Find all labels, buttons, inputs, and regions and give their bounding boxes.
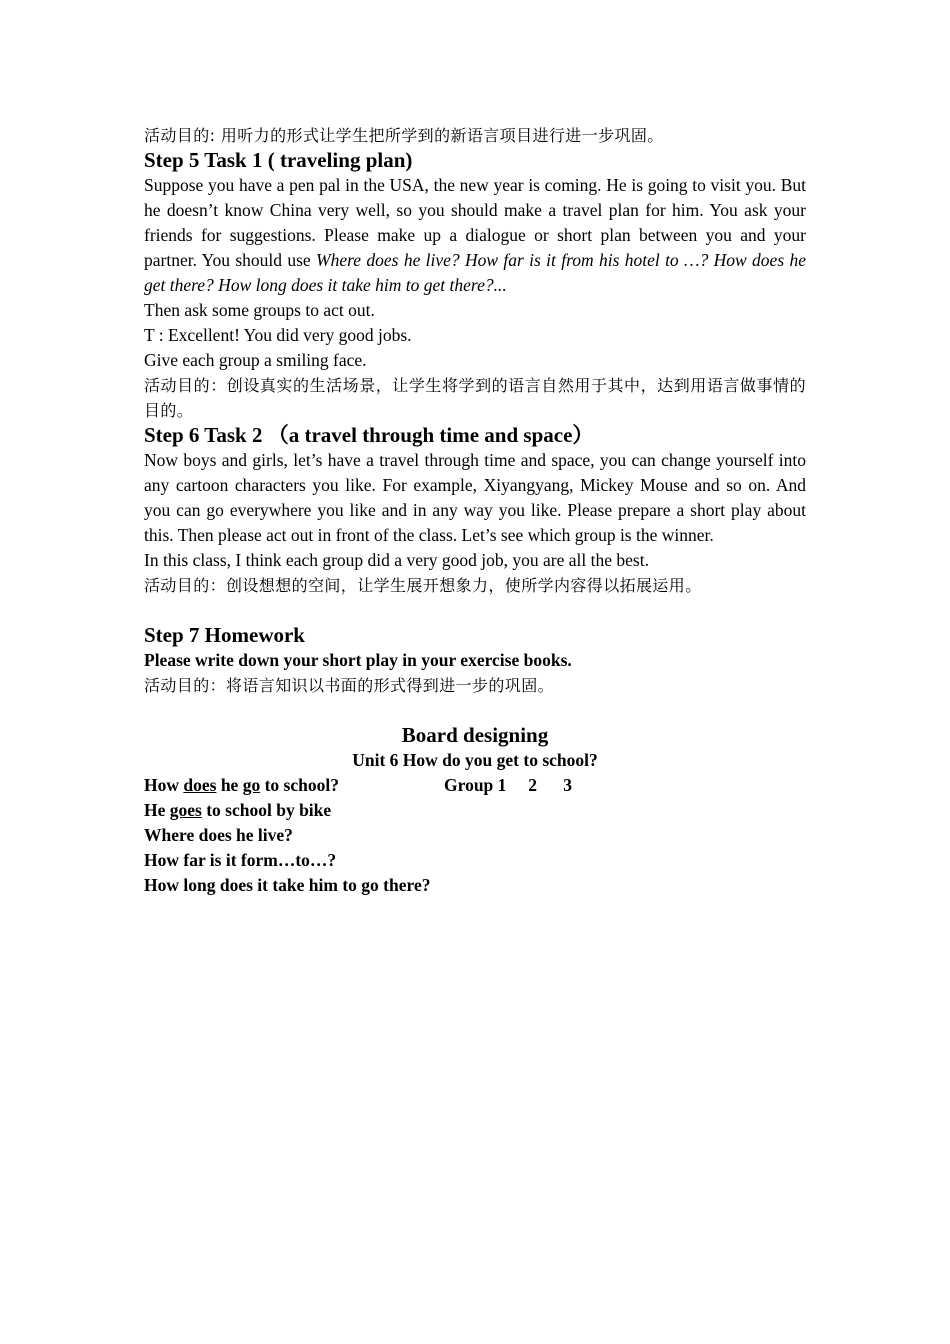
document-body [144,123,806,898]
underlined-goes: goes [169,800,202,820]
step7-heading: Step 7 Homework [144,623,305,647]
board-line-where: Where does he live? [144,825,293,845]
spacer [144,698,806,723]
text-segment: to school? [260,775,339,795]
text-segment: He [144,800,170,820]
spacer [144,598,806,623]
step5-paragraph-plain: Suppose you have a pen pal in the USA, the new year is coming. He is going to visit you. But he doesn’t know China very well, so you should make a travel plan for him. You ask your friends for suggestions. Please make up a dialogue or short plan between you and your partner. You should use [144,175,806,270]
step5-purpose: 活动目的：创设真实的生活场景，让学生将学到的语言自然用于其中，达到用语言做事情的目的。 [144,376,806,420]
step7-purpose: 活动目的：将语言知识以书面的形式得到进一步的巩固。 [144,676,555,695]
text-segment: he [216,775,243,795]
step5-paragraph [144,173,806,298]
step6-purpose: 活动目的：创设想想的空间，让学生展开想象力，使所学内容得以拓展运用。 [144,576,702,595]
underlined-does: does [183,775,217,795]
step5-line-excellent: T : Excellent! You did very good jobs. [144,325,412,345]
text-segment: to school by bike [201,800,332,820]
step6-line-best: In this class, I think each group did a very good job, you are all the best. [144,550,649,570]
step6-paragraph: Now boys and girls, let’s have a travel through time and space, you can change yourself into any cartoon characters you like. For example, Xiyangyang, Mickey Mouse and so on. And you can go everywhere you like and in any way you like. Please prepare a short play about this. Then please act out in front of the class. Let’s see which group is the winner. [144,450,806,545]
underlined-go: go [242,775,261,795]
board-groups: Group 1 2 3 [444,775,573,795]
board-line-how-long: How long does it take him to go there? [144,875,431,895]
text-segment: How [144,775,184,795]
step5-heading: Step 5 Task 1 ( traveling plan) [144,148,413,172]
step7-task: Please write down your short play in your exercise books. [144,650,572,670]
step6-heading: Step 6 Task 2 （a travel through time and space） [144,423,594,447]
board-line-how-far: How far is it form…to…? [144,850,337,870]
intro-purpose: 活动目的: 用听力的形式让学生把所学到的新语言项目进行进一步巩固。 [144,126,664,145]
step5-line-smiling-face: Give each group a smiling face. [144,350,367,370]
board-unit: Unit 6 How do you get to school? [352,750,598,770]
board-title: Board designing [401,723,549,747]
board-line-goes [144,798,806,823]
step5-paragraph-italic: Where does he live? How far is it from his hotel to …? How does he get there? How long does it take him to get there?... [144,250,806,295]
step5-line-act-out: Then ask some groups to act out. [144,300,375,320]
board-line-how-does [144,773,806,798]
